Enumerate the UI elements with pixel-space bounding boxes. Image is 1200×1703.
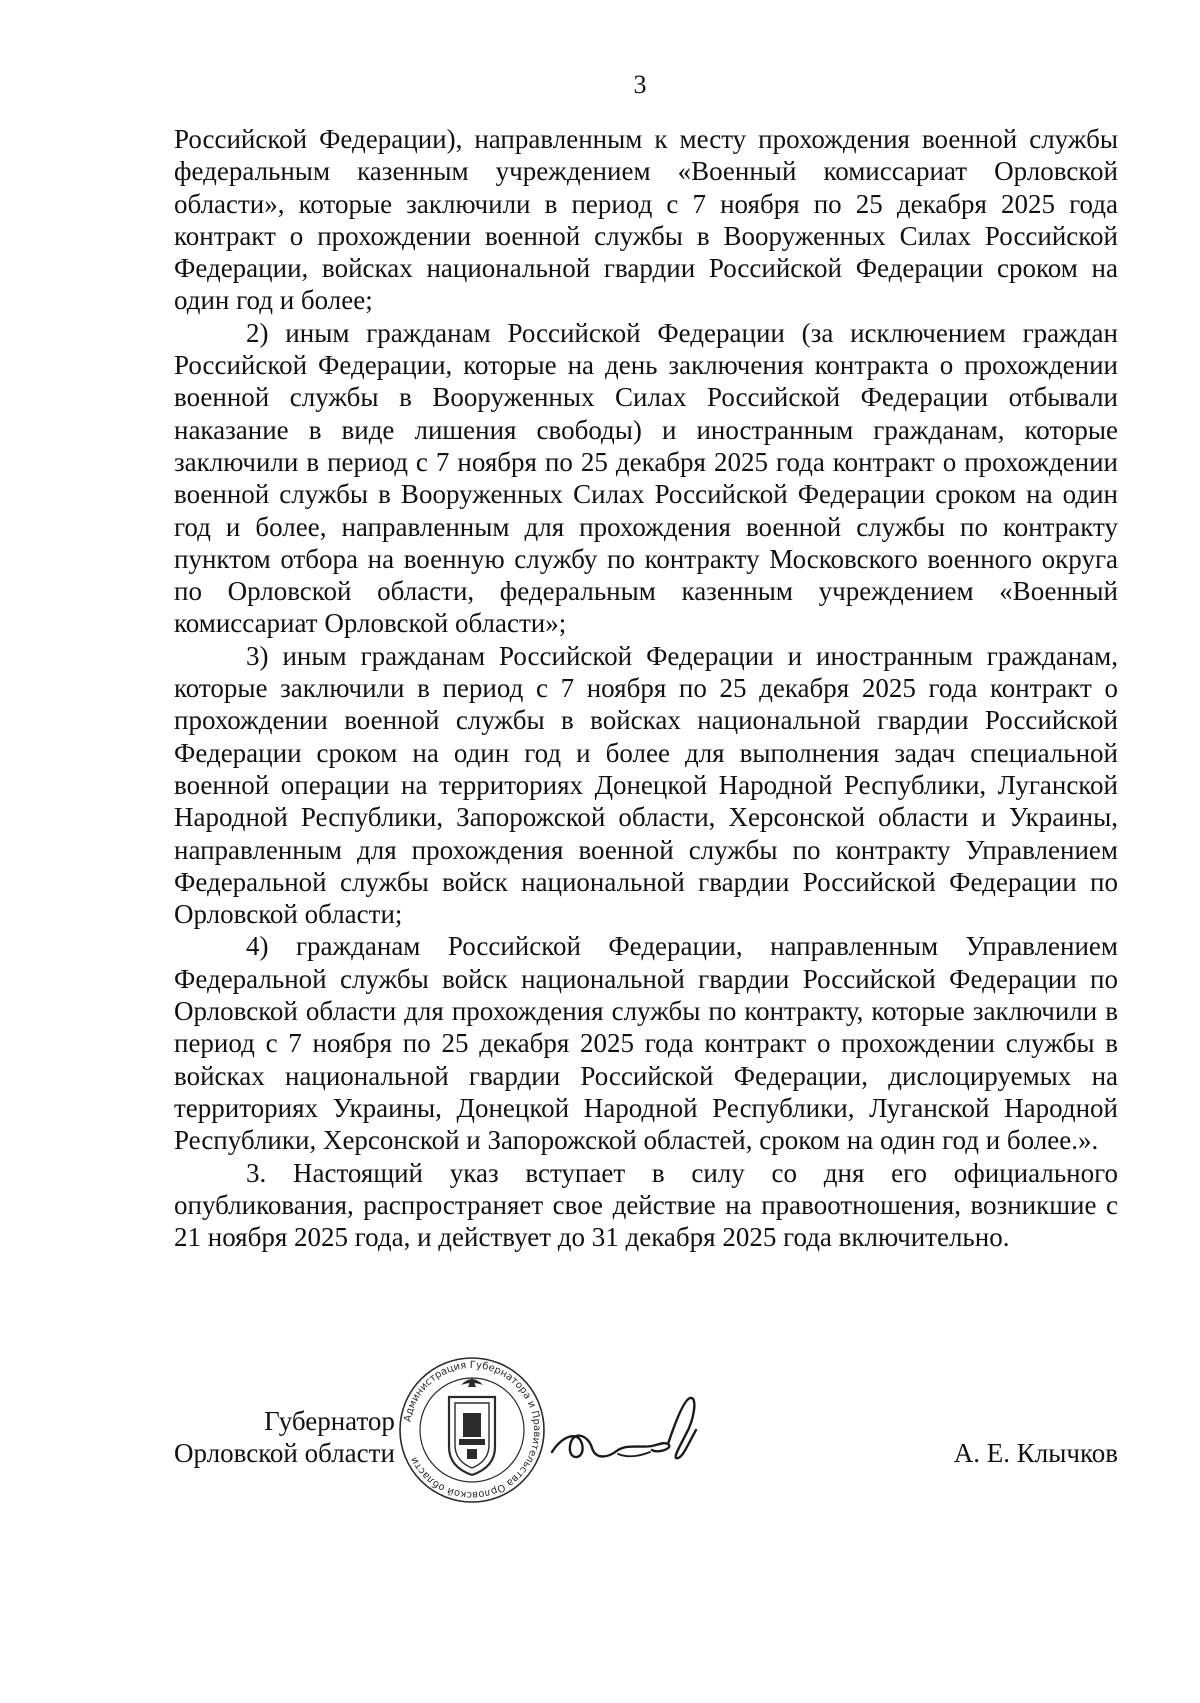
paragraph-clause-3: 3. Настоящий указ вступает в силу со дня его официального опубликования, распространяет свое действие на правоотношения, возникшие с 21 ноября 2025 года, и действует до 31 декабря 2025 года включительно.	[174, 1157, 1118, 1253]
handwritten-signature	[548, 1390, 708, 1490]
signatory-position	[174, 1405, 395, 1469]
document-body	[174, 123, 1118, 1253]
seal-text: Администрация Губернатора и Правительства Орловской области	[402, 1359, 543, 1501]
paragraph-item-4: 4) гражданам Российской Федерации, направленным Управлением Федеральной службы войск национальной гвардии Российской Федерации по Орловской области для прохождения службы по контракту, которые заключили в период с 7 ноября по 25 декабря 2025 года контракт о прохождении службы в войсках национальной гвардии Российской Федерации, дислоцируемых на территориях Украины, Донецкой Народной Республики, Луганской Народной Республики, Херсонской и Запорожской областей, сроком на один год и более.».	[174, 931, 1118, 1156]
signatory-position-line2: Орловской области	[174, 1438, 395, 1468]
official-seal-stamp	[397, 1355, 547, 1505]
page-number: 3	[633, 70, 647, 99]
paragraph-continuation: Российской Федерации), направленным к месту прохождения военной службы федеральным казенным учреждением «Военный комиссариат Орловской области», которые заключили в период с 7 ноября по 25 декабря 2025 года контракт о прохождении военной службы в Вооруженных Силах Российской Федерации, войсках национальной гвардии Российской Федерации сроком на один год и более;	[174, 124, 1118, 316]
paragraph-item-2: 2) иным гражданам Российской Федерации (за исключением граждан Российской Федерации, которые на день заключения контракта о прохождении военной службы в Вооруженных Силах Российской Федерации отбывали наказание в виде лишения свободы) и иностранным гражданам, которые заключили в период с 7 ноября по 25 декабря 2025 года контракт о прохождении военной службы в Вооруженных Силах Российской Федерации сроком на один год и более, направленным для прохождения военной службы по контракту пунктом отбора на военную службу по контракту Московского военного округа по Орловской области, федеральным казенным учреждением «Военный комиссариат Орловской области»;	[174, 317, 1118, 639]
signatory-position-line1: Губернатор	[264, 1406, 395, 1436]
signatory-name: А. Е. Клычков	[953, 1438, 1118, 1468]
paragraph-item-3: 3) иным гражданам Российской Федерации и иностранным гражданам, которые заключили в период с 7 ноября по 25 декабря 2025 года контракт о прохождении военной службы в войсках национальной гвардии Российской Федерации сроком на один год и более для выполнения задач специальной военной операции на территориях Донецкой Народной Республики, Луганской Народной Республики, Запорожской области, Херсонской области и Украины, направленным для прохождения военной службы по контракту Управлением Федеральной службы войск национальной гвардии Российской Федерации по Орловской области;	[174, 640, 1118, 930]
